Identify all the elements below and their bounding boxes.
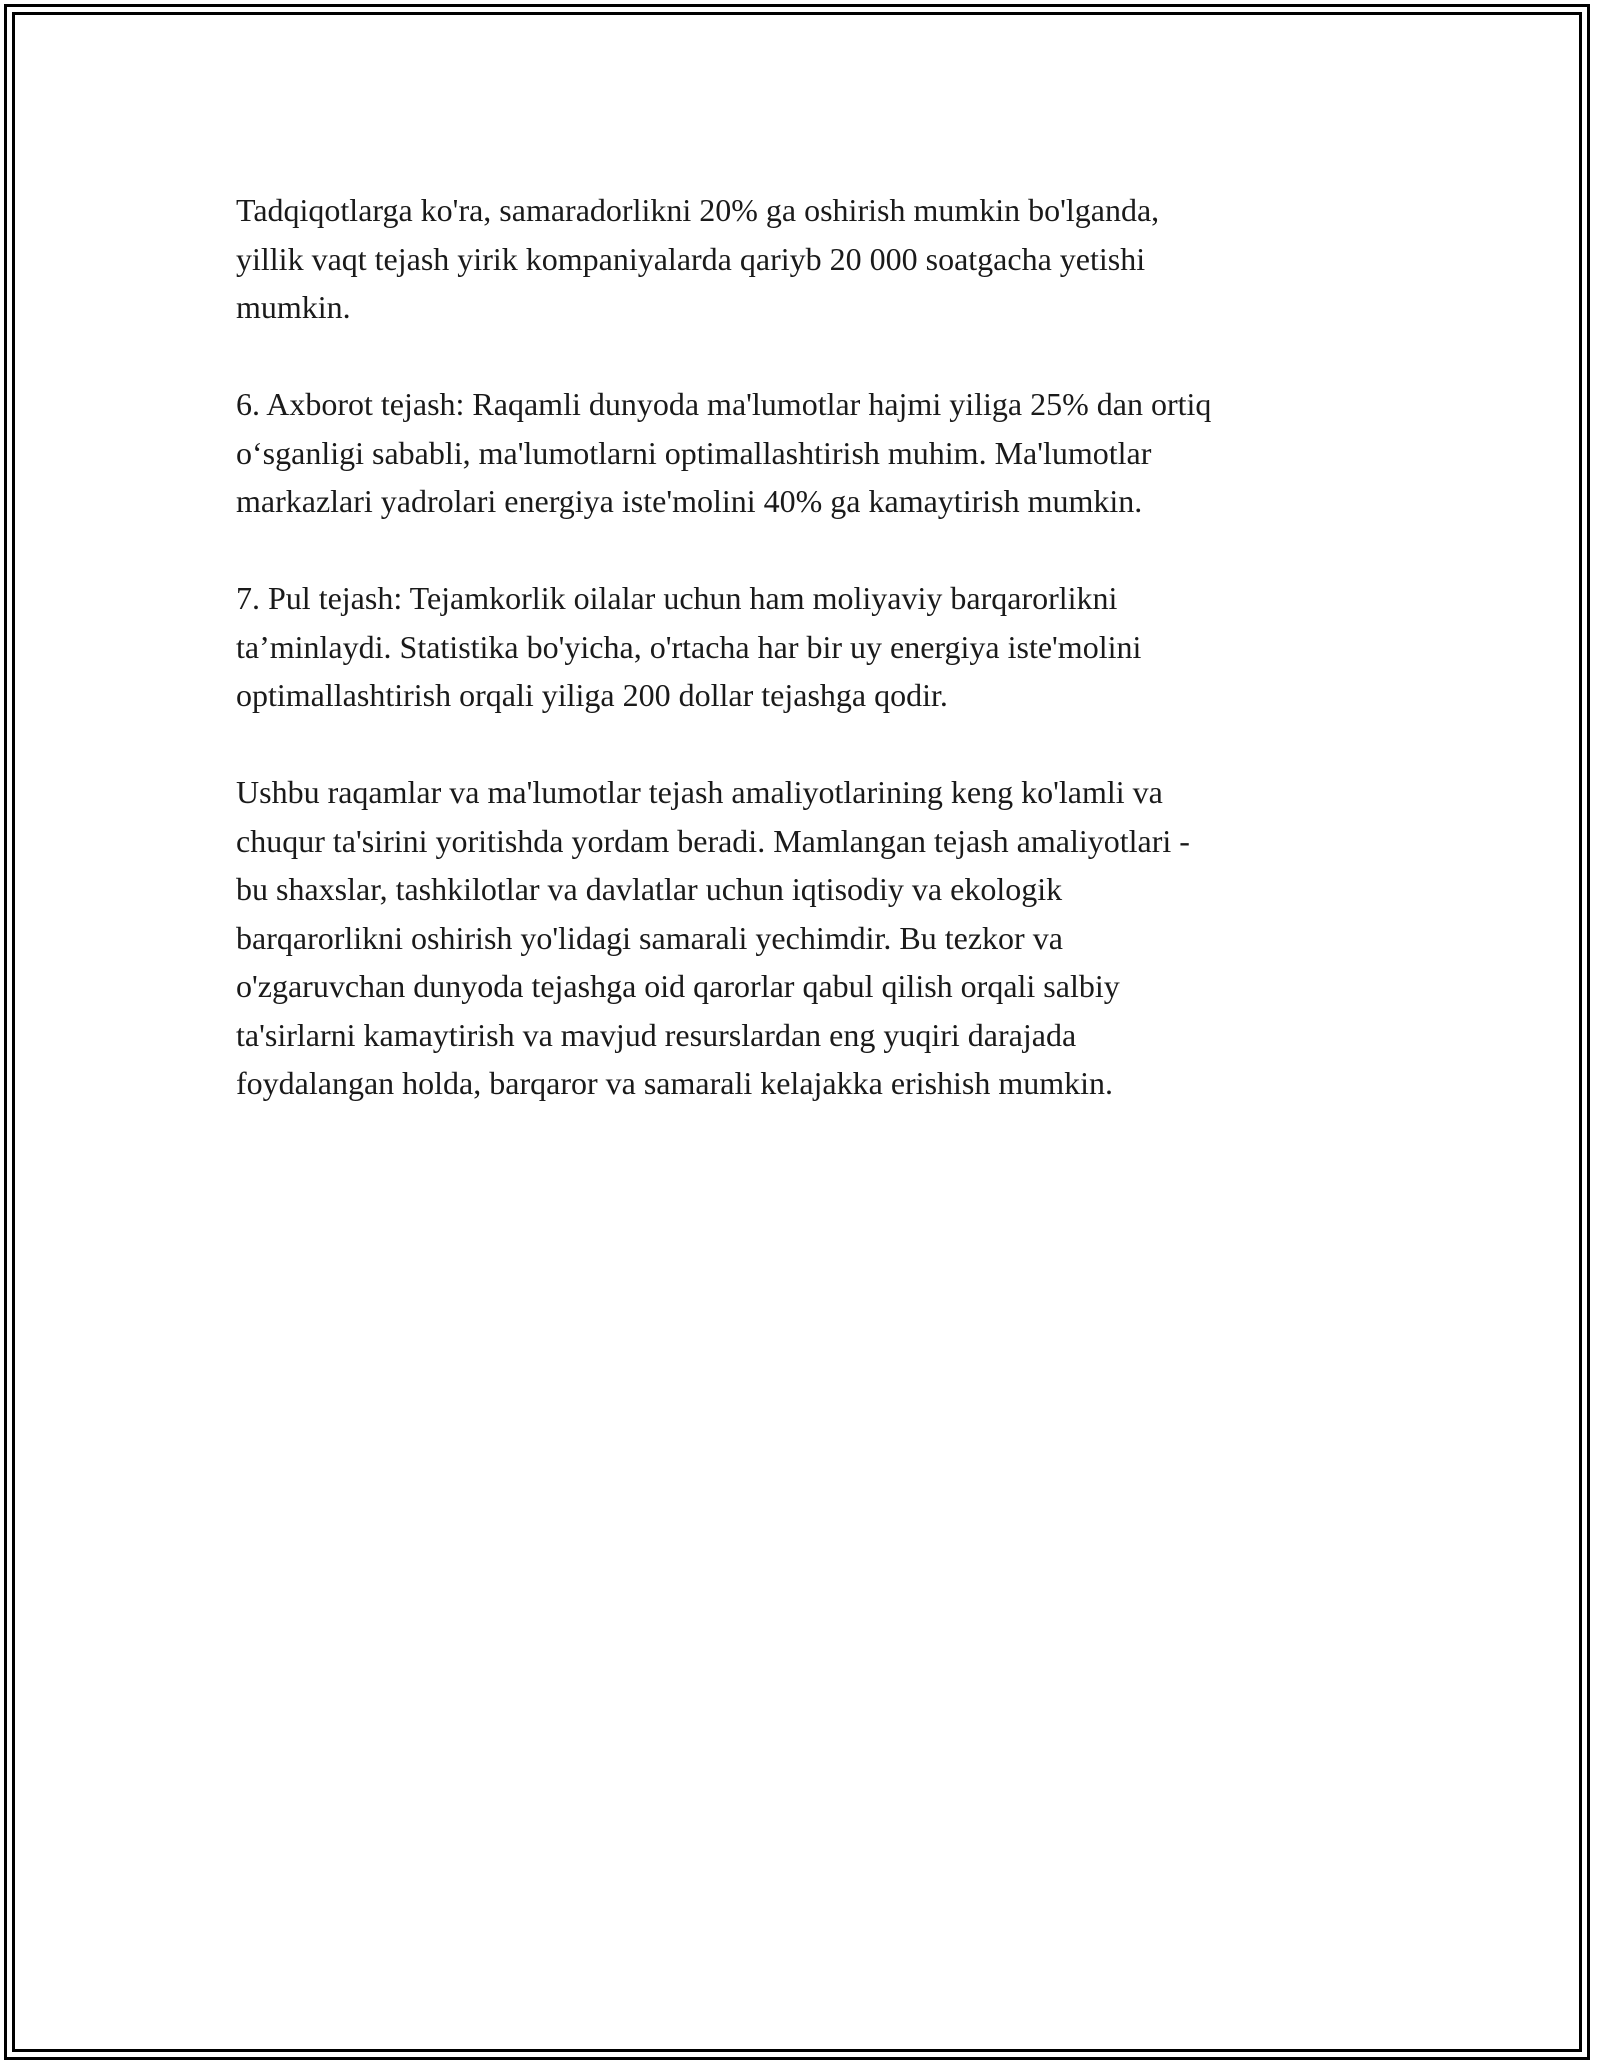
document-body [236, 186, 1376, 1156]
text-line: chuqur ta'sirini yoritishda yordam beradi. Mamlangan tejash amaliyotlari - [236, 822, 1190, 859]
text-line: 7. Pul tejash: Tejamkorlik oilalar uchun ham moliyaviy barqarorlikni [236, 580, 1118, 616]
text-line: ta'sirlarni kamaytirish va mavjud resurslardan eng yuqiri darajada [236, 1016, 1077, 1053]
text-line: 6. Axborot tejash: Raqamli dunyoda ma'lumotlar hajmi yiliga 25% dan ortiq [236, 386, 1212, 422]
text-line: Ushbu raqamlar va ma'lumotlar tejash amaliyotlarining keng ko'lamli va [236, 774, 1163, 810]
text-line: optimallashtirish orqali yiliga 200 dollar tejashga qodir. [236, 677, 948, 713]
text-line: barqarorlikni oshirish yo'lidagi samarali yechimdir. Bu tezkor va [236, 919, 1063, 956]
text-line: o‘sganligi sababli, ma'lumotlarni optimallashtirish muhim. Ma'lumotlar [236, 434, 1152, 471]
paragraph-conclusion [236, 768, 1376, 1108]
text-line: o'zgaruvchan dunyoda tejashga oid qarorlar qabul qilish orqali salbiy [236, 968, 1120, 1004]
text-line: foydalangan holda, barqaror va samarali kelajakka erishish mumkin. [236, 1065, 1114, 1101]
paragraph-information-saving [236, 380, 1376, 526]
text-line: mumkin. [236, 289, 351, 325]
text-line: markazlari yadrolari energiya iste'molini 40% ga kamaytirish mumkin. [236, 483, 1143, 519]
paragraph-money-saving [236, 574, 1376, 720]
text-line: Tadqiqotlarga ko'ra, samaradorlikni 20% ga oshirish mumkin bo'lganda, [236, 192, 1160, 228]
text-line: ta’minlaydi. Statistika bo'yicha, o'rtacha har bir uy energiya iste'molini [236, 628, 1142, 665]
text-line: yillik vaqt tejash yirik kompaniyalarda qariyb 20 000 soatgacha yetishi [236, 240, 1146, 277]
paragraph-efficiency [236, 186, 1376, 332]
text-line: bu shaxslar, tashkilotlar va davlatlar uchun iqtisodiy va ekologik [236, 871, 1063, 907]
